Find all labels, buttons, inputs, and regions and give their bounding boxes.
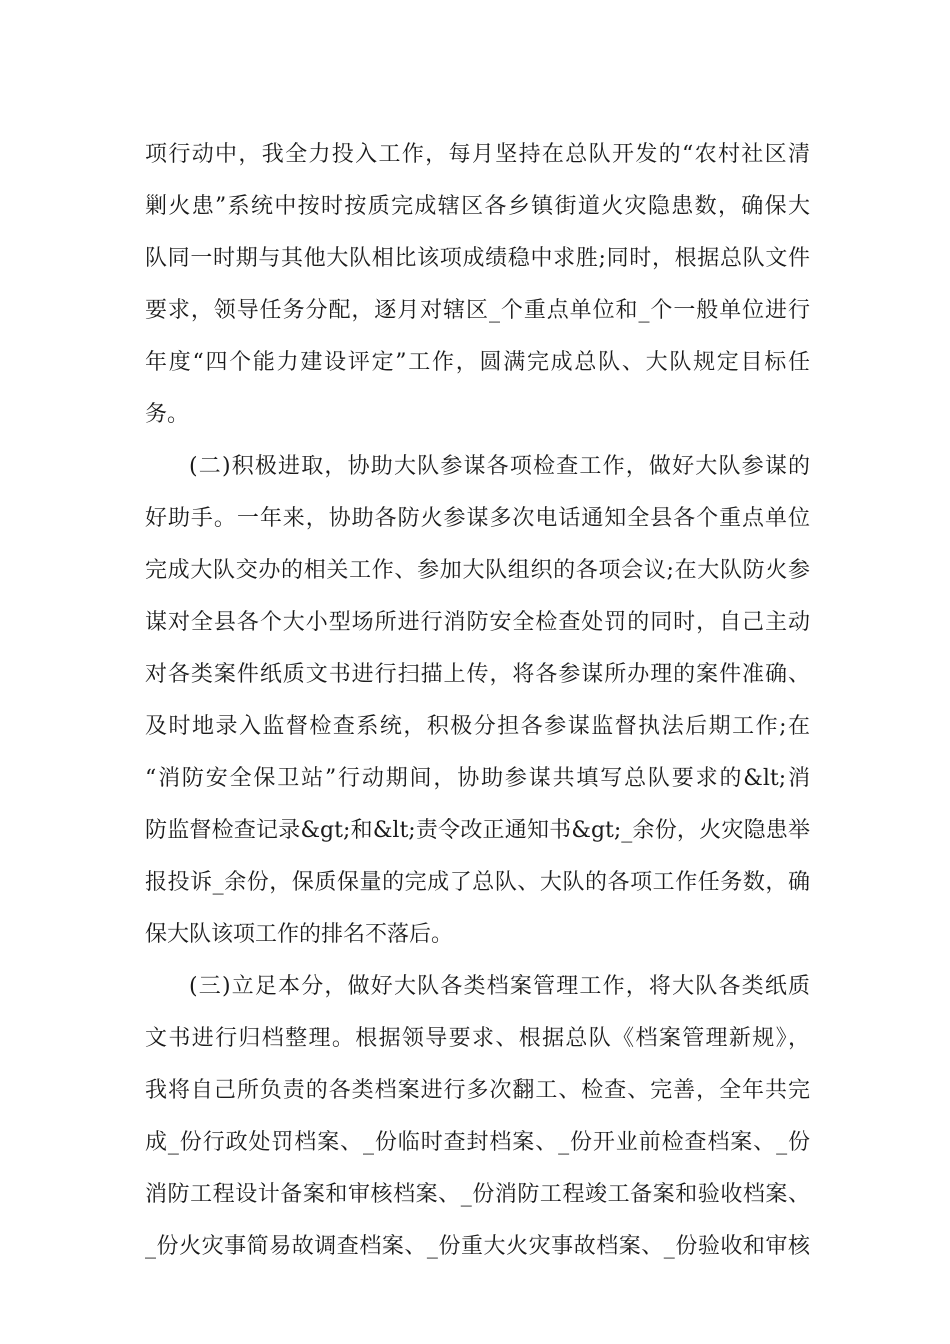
paragraph-first-line: (三)立足本分，做好大队各类档案管理工作，将大队各类纸质 bbox=[189, 974, 810, 999]
text-line: 要求，领导任务分配，逐月对辖区_个重点单位和_个一般单位进行 bbox=[145, 298, 810, 323]
text-line: 队同一时期与其他大队相比该项成绩稳中求胜;同时，根据总队文件 bbox=[145, 246, 810, 271]
text-line: 谋对全县各个大小型场所进行消防安全检查处罚的同时，自己主动 bbox=[145, 610, 810, 635]
text-line: _份火灾事简易故调查档案、_份重大火灾事故档案、_份验收和审核 bbox=[145, 1234, 810, 1259]
text-line: 文书进行归档整理。根据领导要求、根据总队《档案管理新规》， bbox=[145, 1026, 810, 1051]
text-line: 年度“四个能力建设评定”工作，圆满完成总队、大队规定目标任 bbox=[145, 350, 810, 375]
text-line: 及时地录入监督检查系统，积极分担各参谋监督执法后期工作;在 bbox=[145, 714, 810, 739]
text-line: 报投诉_余份，保质保量的完成了总队、大队的各项工作任务数，确 bbox=[145, 870, 810, 895]
text-line: 完成大队交办的相关工作、参加大队组织的各项会议;在大队防火参 bbox=[145, 558, 810, 583]
text-line: 务。 bbox=[145, 402, 190, 427]
text-line: 好助手。一年来，协助各防火参谋多次电话通知全县各个重点单位 bbox=[145, 506, 810, 531]
text-line: 剿火患”系统中按时按质完成辖区各乡镇街道火灾隐患数，确保大 bbox=[145, 194, 810, 219]
document-body bbox=[145, 129, 810, 1273]
text-line: 我将自己所负责的各类档案进行多次翻工、检查、完善，全年共完 bbox=[145, 1078, 810, 1103]
text-line: 保大队该项工作的排名不落后。 bbox=[145, 922, 454, 947]
text-line: “消防安全保卫站”行动期间，协助参谋共填写总队要求的&lt;消 bbox=[145, 766, 810, 791]
text-line: 对各类案件纸质文书进行扫描上传，将各参谋所办理的案件准确、 bbox=[145, 662, 810, 687]
text-line: 项行动中，我全力投入工作，每月坚持在总队开发的“农村社区清 bbox=[145, 142, 810, 167]
paragraph-first-line: (二)积极进取，协助大队参谋各项检查工作，做好大队参谋的 bbox=[189, 454, 810, 479]
text-line: 防监督检查记录&gt;和&lt;责令改正通知书&gt;_余份，火灾隐患举 bbox=[145, 818, 810, 843]
text-line: 消防工程设计备案和审核档案、_份消防工程竣工备案和验收档案、 bbox=[145, 1182, 810, 1207]
text-line: 成_份行政处罚档案、_份临时查封档案、_份开业前检查档案、_份 bbox=[145, 1130, 810, 1155]
